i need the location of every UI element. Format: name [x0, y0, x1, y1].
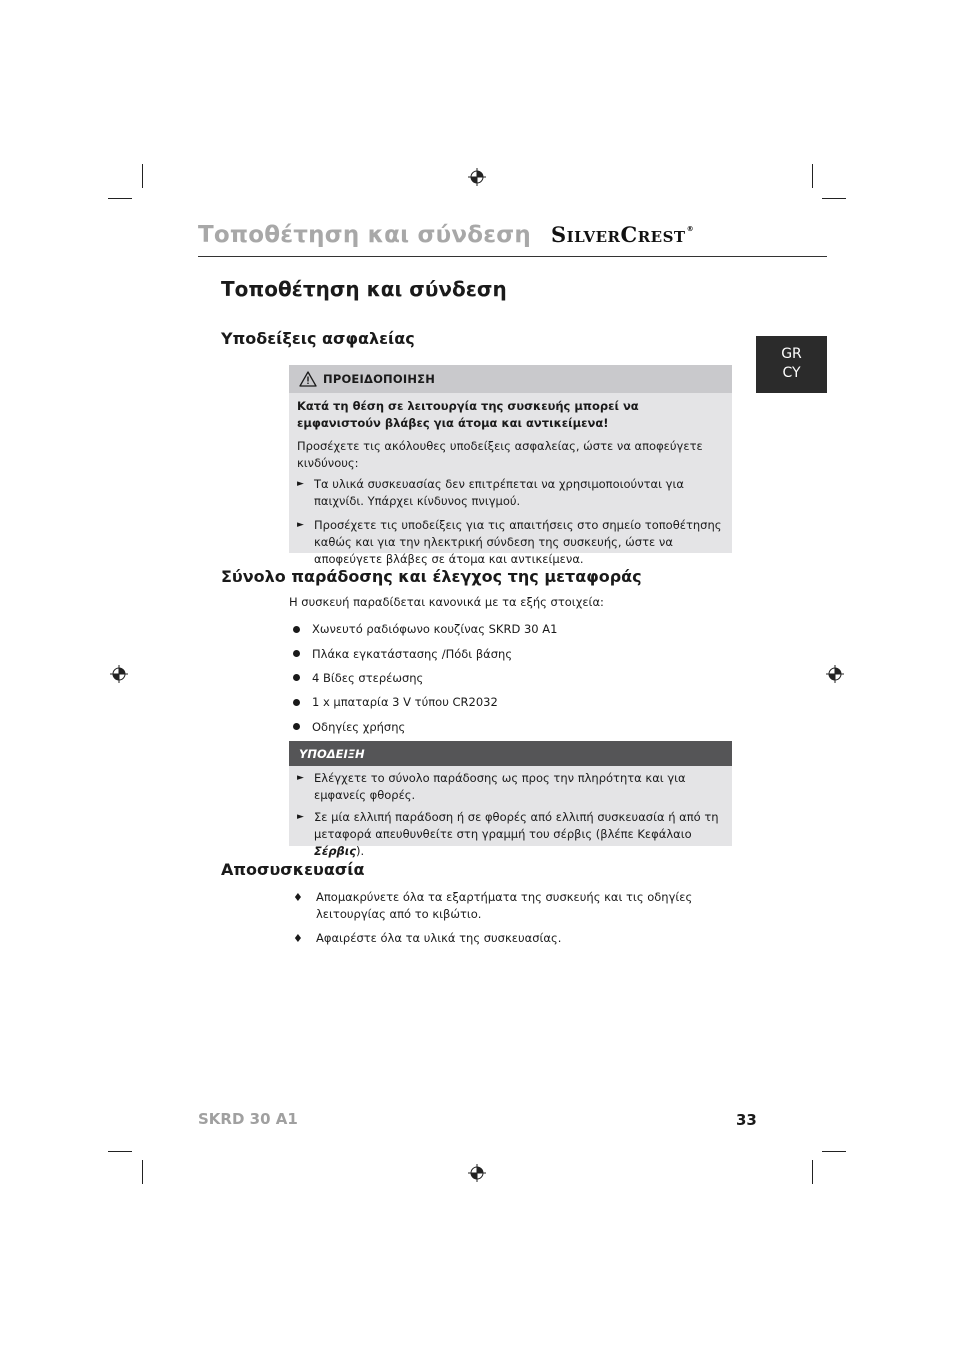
bullet-dot-icon	[293, 626, 300, 633]
crop-mark	[108, 198, 132, 199]
list-item-text: Ελέγχετε το σύνολο παράδοσης ως προς την πληρότητα και για εμφανείς φθορές.	[314, 771, 686, 802]
language-code: CY	[782, 365, 801, 381]
page-number: 33	[736, 1111, 757, 1129]
crop-mark	[812, 164, 813, 188]
list-item-text: 4 Βίδες στερέωσης	[312, 670, 424, 685]
crop-mark	[142, 164, 143, 188]
section-title: Τοποθέτηση και σύνδεση	[221, 277, 507, 301]
warning-label: ΠΡΟΕΙΔΟΠΟΙΗΣΗ	[323, 372, 436, 386]
list-item-text: Προσέχετε τις υποδείξεις για τις απαιτήσεις στο σημείο τοποθέτησης καθώς και για την ηλεκτρική σύνδεση της συσκευής, ώστε να αποφεύγετε βλάβες σε άτομα και αντικείμενα.	[314, 518, 722, 566]
diamond-bullet-icon: ♦	[293, 932, 303, 945]
safety-heading: Υποδείξεις ασφαλείας	[221, 329, 415, 348]
warning-statement: Κατά τη θέση σε λειτουργία της συσκευής μπορεί να εμφανιστούν βλάβες για άτομα και αντικείμενα!	[297, 399, 639, 430]
warning-box	[289, 365, 732, 566]
list-item-text: 1 x μπαταρία 3 V τύπου CR2032	[312, 695, 498, 710]
language-code: GR	[781, 346, 802, 362]
crop-mark	[822, 1151, 846, 1152]
list-item-text: Αφαιρέστε όλα τα υλικά της συσκευασίας.	[316, 931, 562, 945]
list-item	[289, 809, 732, 860]
unpacking-list	[293, 889, 738, 954]
bullet-dot-icon	[293, 650, 300, 657]
bullet-dot-icon	[293, 699, 300, 706]
arrow-bullet-icon: ►	[297, 479, 304, 489]
diamond-bullet-icon: ♦	[293, 891, 303, 904]
bullet-dot-icon	[293, 674, 300, 681]
registration-target-icon	[468, 168, 486, 186]
list-item	[293, 641, 557, 665]
list-item-text: Τα υλικά συσκευασίας δεν επιτρέπεται να χρησιμοποιούνται για παιχνίδι. Υπάρχει κίνδυνος πνιγμού.	[314, 477, 684, 508]
list-item-text: Απομακρύνετε όλα τα εξαρτήματα της συσκευής και τις οδηγίες λειτουργίας από το κιβώτιο.	[316, 890, 693, 921]
note-header	[289, 741, 732, 766]
note-box	[289, 741, 732, 858]
registration-target-icon	[110, 665, 128, 683]
brand-name: SilverCrest	[551, 222, 686, 247]
registration-target-icon	[468, 1164, 486, 1182]
registered-mark: ®	[686, 225, 695, 233]
safety-intro: Προσέχετε τις ακόλουθες υποδείξεις ασφαλείας, ώστε να αποφεύγετε κινδύνους:	[297, 439, 703, 470]
list-item	[293, 715, 557, 739]
brand-logo	[551, 222, 694, 247]
arrow-bullet-icon: ►	[297, 812, 304, 822]
list-item-text	[314, 809, 724, 860]
list-item-text: Χωνευτό ραδιόφωνο κουζίνας SKRD 30 A1	[312, 622, 558, 637]
language-tab	[756, 336, 827, 393]
note-label: ΥΠΟΔΕΙΞΗ	[299, 746, 365, 761]
delivery-heading: Σύνολο παράδοσης και έλεγχος της μεταφοράς	[221, 567, 642, 586]
list-item	[289, 476, 732, 510]
list-item	[289, 770, 732, 804]
crop-mark	[108, 1151, 132, 1152]
list-item	[293, 930, 738, 947]
chapter-reference: Σέρβις	[314, 844, 357, 858]
footer-model: SKRD 30 A1	[198, 1110, 298, 1128]
bullet-dot-icon	[293, 723, 300, 730]
list-item-text: Οδηγίες χρήσης	[312, 719, 406, 734]
unpacking-heading: Αποσυσκευασία	[221, 860, 365, 879]
crop-mark	[812, 1160, 813, 1184]
crop-mark	[142, 1160, 143, 1184]
delivery-list	[293, 617, 557, 739]
warning-header	[289, 365, 732, 393]
arrow-bullet-icon: ►	[297, 773, 304, 783]
list-item	[293, 889, 738, 923]
header-rule	[198, 256, 827, 257]
list-item-text: Πλάκα εγκατάστασης /Πόδι βάσης	[312, 646, 513, 661]
delivery-intro: Η συσκευή παραδίδεται κανονικά με τα εξής στοιχεία:	[289, 595, 604, 609]
registration-target-icon	[826, 665, 844, 683]
note-text-end: ).	[356, 844, 365, 858]
crop-mark	[822, 198, 846, 199]
warning-triangle-icon	[299, 371, 317, 387]
arrow-bullet-icon: ►	[297, 520, 304, 530]
list-item	[293, 690, 557, 714]
list-item	[293, 617, 557, 641]
list-item	[289, 517, 732, 568]
note-text: Σε μία ελλιπή παράδοση ή σε φθορές από ελλιπή συσκευασία ή από τη μεταφορά απευθυνθείτε στη γραμμή του σέρβις (βλέπε Κεφάλαιο	[314, 810, 719, 841]
header-title: Τοποθέτηση και σύνδεση	[198, 222, 531, 248]
list-item	[293, 666, 557, 690]
